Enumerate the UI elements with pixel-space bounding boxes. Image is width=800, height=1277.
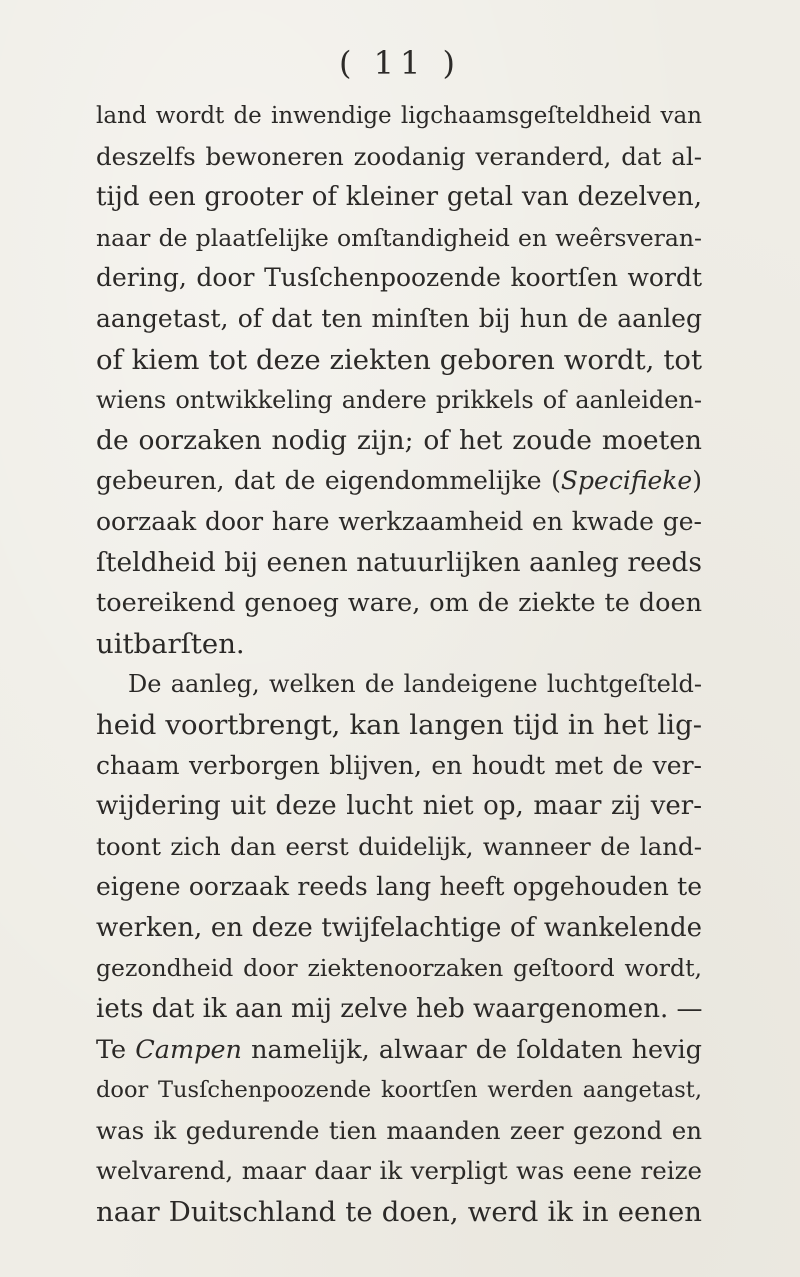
text-line: naar de plaatſelijke omſtandigheid en weêrsveran- — [96, 223, 702, 252]
text-line: naar Duitschland te doen, werd ik in eenen — [96, 1196, 702, 1229]
text-line: de oorzaken nodig zijn; of het zoude moeten — [96, 424, 702, 456]
text-line: dering, door Tusſchenpoozende koortſen wordt — [96, 263, 702, 293]
text-line: chaam verborgen blijven, en houdt met de ver- — [96, 750, 702, 780]
text-line: aangetast, of dat ten minſten bij hun de aanleg — [96, 303, 702, 333]
text-line: heid voortbrengt, kan langen tijd in het lig- — [96, 708, 702, 741]
text-line: ſteldheid bij eenen natuurlijken aanleg reeds — [96, 546, 702, 578]
text-line: of kiem tot deze ziekten geboren wordt, tot — [96, 343, 702, 376]
text-line-with-italic — [96, 1030, 702, 1071]
text-line: gezondheid door ziektenoorzaken geſtoord wordt, — [96, 954, 702, 983]
page-number: ( 11 ) — [338, 44, 462, 82]
text-segment: ) — [692, 466, 702, 496]
text-line: welvarend, maar daar ik verpligt was eene reize — [96, 1156, 702, 1186]
text-segment: gebeuren, dat de eigendommelijke ( — [96, 466, 561, 496]
text-line: tijd een grooter of kleiner getal van dezelven, — [96, 182, 702, 213]
italic-term: Specifieke — [560, 466, 693, 496]
text-segment: namelijk, alwaar de ſoldaten hevig — [241, 1034, 702, 1065]
text-line: iets dat ik aan mij zelve heb waargenomen. — — [96, 994, 703, 1025]
text-line: eigene oorzaak reeds lang heeft opgehouden te — [96, 872, 702, 902]
text-line: toereikend genoeg ware, om de ziekte te doen — [96, 588, 702, 619]
text-line: toont zich dan eerst duidelijk, wanneer de land- — [96, 831, 702, 861]
text-line: oorzaak door hare werkzaamheid en kwade ge- — [96, 506, 702, 536]
text-segment: Te — [96, 1034, 136, 1065]
text-line: land wordt de inwendige ligchaamsgeſteldheid van — [96, 103, 702, 129]
text-line: deszelfs bewoneren zoodanig veranderd, dat al- — [96, 141, 702, 171]
body-text — [96, 96, 702, 1233]
text-line: werken, en deze twijfelachtige of wankelende — [96, 912, 702, 943]
paragraph-start-line: De aanleg, welken de landeigene luchtgeſteld- — [128, 670, 702, 699]
italic-place-name: Campen — [135, 1034, 242, 1065]
text-line: wiens ontwikkeling andere prikkels of aanleiden- — [96, 386, 702, 415]
text-line-with-italic — [96, 461, 702, 502]
paragraph-end-line: uitbarſten. — [96, 627, 245, 660]
text-line: was ik gedurende tien maanden zeer gezond en — [96, 1115, 702, 1145]
text-line: door Tusſchenpoozende koortſen werden aangetast, — [96, 1077, 702, 1104]
text-line: wijdering uit deze lucht niet op, maar zij ver- — [96, 791, 702, 822]
